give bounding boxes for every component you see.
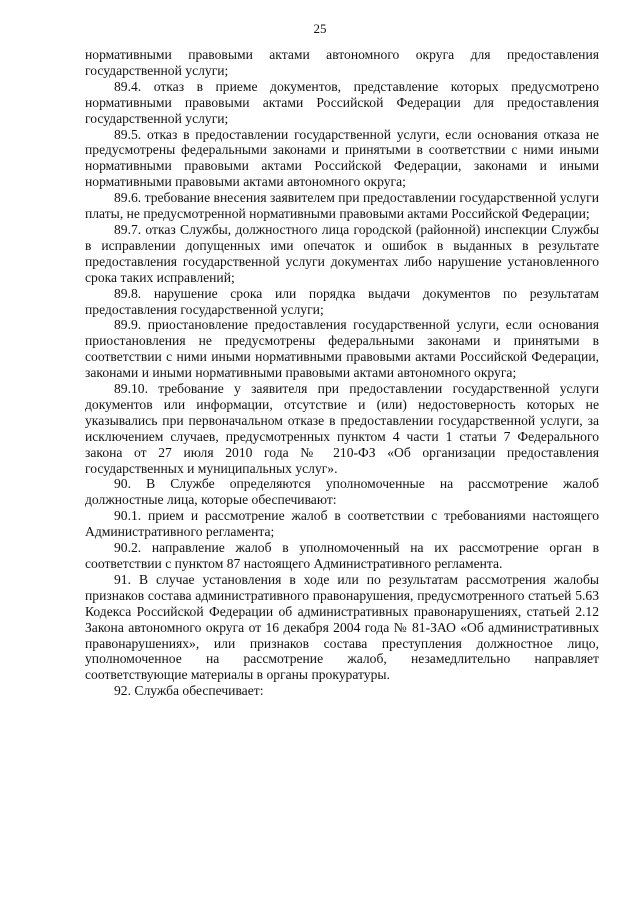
paragraph-89-9: 89.9. приостановление предоставления государственной услуги, если основания приостановления не предусмотрены федеральными законами и принятыми в соответствии с ними иными нормативными правовыми актами Российской Федерации, законами и иными нормативными правовыми актами автономного округа; (85, 317, 599, 381)
paragraph-90-1: 90.1. прием и рассмотрение жалоб в соответствии с требованиями настоящего Административного регламента; (85, 508, 599, 540)
paragraph-89-7: 89.7. отказ Службы, должностного лица городской (районной) инспекции Службы в исправлении допущенных ими опечаток и ошибок в выданных в результате предоставления государственной услуги документах либо нарушение установленного срока таких исправлений; (85, 221, 599, 285)
paragraph-89-6: 89.6. требование внесения заявителем при предоставлении государственной услуги платы, не предусмотренной нормативными правовыми актами Российской Федерации; (85, 190, 599, 222)
paragraph-92: 92. Служба обеспечивает: (114, 683, 264, 699)
paragraph-continuation: нормативными правовыми актами автономного округа для предоставления государственной услуги; (85, 47, 599, 78)
paragraph-90-2: 90.2. направление жалоб в уполномоченный на их рассмотрение орган в соответствии с пунктом 87 настоящего Административного регламента. (85, 540, 599, 571)
paragraph-89-4: 89.4. отказ в приеме документов, представление которых предусмотрено нормативными правовыми актами Российской Федерации для предоставления государственной услуги; (85, 78, 599, 126)
paragraph-90: 90. В Службе определяются уполномоченные на рассмотрение жалоб должностные лица, которые обеспечивают: (85, 476, 599, 508)
paragraph-89-10: 89.10. требование у заявителя при предоставлении государственной услуги документов или информации, отсутствие и (или) недостоверность которых не указывались при первоначальном отказе в предоставлении государственной услуги, за исключением случаев, предусмотренных пунктом 4 части 1 статьи 7 Федерального закона от 27 июля 2010 года № 210-ФЗ «Об организации предоставления государственных и муниципальных услуг». (85, 381, 599, 476)
paragraph-89-8: 89.8. нарушение срока или порядка выдачи документов по результатам предоставления государственной услуги; (85, 285, 599, 317)
paragraph-91: 91. В случае установления в ходе или по результатам рассмотрения жалобы признаков состава административного правонарушения, предусмотренного статьей 5.63 Кодекса Российской Федерации об административных правонарушениях, статьей 2.12 Закона автономного округа от 16 декабря 2004 года № 81-ЗАО «Об административных правонарушениях», или признаков состава преступления должностное лицо, уполномоченное на рассмотрение жалоб, незамедлительно направляет соответствующие материалы в органы прокуратуры. (85, 571, 599, 683)
paragraph-89-5: 89.5. отказ в предоставлении государственной услуги, если основания отказа не предусмотрены федеральными законами и принятыми в соответствии с ними иными нормативными правовыми актами Российской Федерации, законами и иными нормативными правовыми актами автономного округа; (85, 126, 599, 190)
page-number: 25 (313, 21, 327, 36)
document-body (85, 47, 599, 699)
